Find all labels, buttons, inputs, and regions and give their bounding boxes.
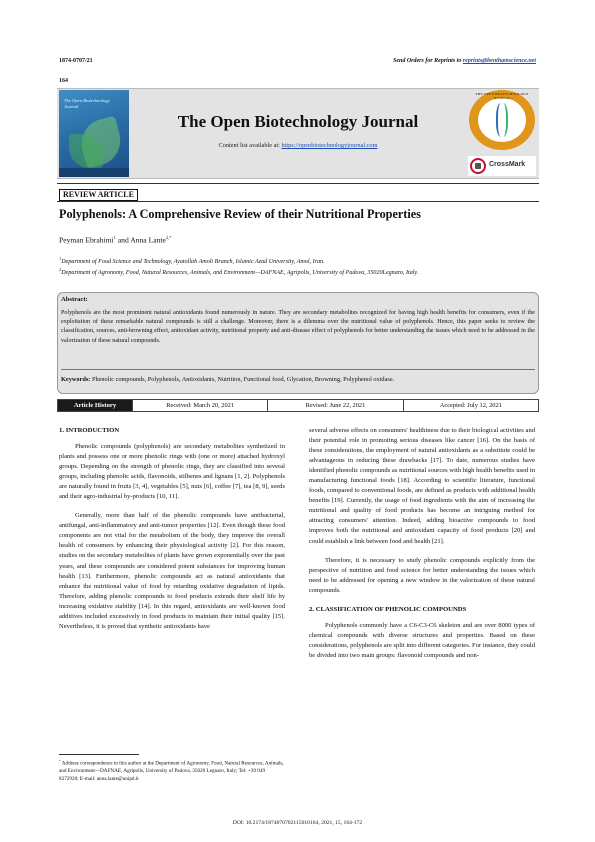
footnote-text: Address correspondence to this author at the Department of Agronomy, Food, Natural Resources, Animals, and Environment—DAFNAE, Agripolis, University of Padova, 35020 Legnaro, Italy; Tel: +39 049 8272920; E-mail: anna.lante@unipd.it [59,760,284,782]
issn: 1874-0707/21 [59,58,93,64]
contents-prefix: Content list available at: [218,142,282,149]
paragraph: several adverse effects on consumers' healthiness due to their biological activities and their potential role in promoting serious diseases like cancer [16]. On the basis of these considerations, the employment of natural antioxidants as a substitute could be advantageous in reducing these drawbacks [17]. To date, numerous studies have identified phenolic compounds as nutritional sources with high health benefits used in manufacturing functional foods [18]. According to scientific literature, functional foods, compared to conventional foods, are defined as products with additional health benefits [19]. Currently, the usage of food ingredients with the aim of increasing the nutritional and quality of food products has become an intriguing method for attracting consumers' attention. Indeed, adding bioactive compounds to food improves both the nutritional and antioxidant capacity of food products [20] and could establish a link between food and health [21]. [309,427,535,545]
author-separator: and [115,235,131,245]
cover-band [59,168,129,177]
affiliation [59,267,539,276]
keywords-list: Phenolic compounds, Polyphenols, Antioxidants, Nutrition, Functional food, Glycation, Browning, Polyphenol oxidase. [90,376,395,383]
correspondence-footnote [59,758,285,784]
revised-date: Revised: June 22, 2021 [267,400,402,411]
crossmark-badge[interactable] [468,156,536,176]
body-column-left [59,426,285,641]
body-column-right [309,426,535,670]
abstract-divider [61,369,535,370]
cover-title: The Open Biotechnology Journal [64,98,110,109]
paragraph: Polyphenols commonly have a C6-C3-C6 skeleton and are over 8000 types of chemical compounds with diverse structures and properties. Based on these considerations, polyphenols are split into different categories. For instance, they could be divided into two main groups: flavonoid compounds and non- [309,621,535,659]
paragraph: Phenolic compounds (polyphenols) are secondary metabolites synthetized in plants and possess one or more phenolic rings with (one or more) attached hydroxyl groups. Depending on the strength of phenolic rings, they are classified into several groups, including phenolic acids, flavonoids, stilbenes and lignans [1, 2]. Polyphenols are naturally found in fruits [3, 4], vegetables [5], nuts [6], coffee [7], tea [8, 9], seeds and their agro-industrial by-products [10, 11]. [59,443,285,501]
crossmark-icon [470,158,486,174]
reprints-email-link[interactable]: reprints@benthamscience.net [462,58,536,64]
page-number: 164 [59,78,68,84]
received-date: Received: March 20, 2021 [132,400,267,411]
affiliation-marker: 2 [59,267,62,272]
author-affiliation-marker: 1 [113,235,116,240]
article-type-label: REVIEW ARTICLE [59,189,138,201]
journal-cover-image [59,90,129,177]
author-affiliation-marker: 2,* [165,235,172,240]
article-history [57,399,539,412]
contents-line [140,142,456,149]
paragraph: Therefore, it is necessary to study phenolic compounds explicitly from the perspective of nutrition and food science for better understanding the issues which need to be addressed for opening a new window in the valorization of these natural compounds. [309,556,535,594]
article-title: Polyphenols: A Comprehensive Review of their Nutritional Properties [59,207,421,221]
journal-website-link[interactable]: https://openbiotechnologyjournal.com [281,142,378,149]
crossmark-label: CrossMark [489,161,526,168]
footnote-marker: * [59,759,61,763]
affiliation [59,256,539,265]
journal-logo [469,90,535,150]
author-name: Peyman Ebrahimi [59,235,114,245]
affiliation-text: Department of Food Science and Technology, Ayatollah Amoli Branch, Islamic Azad University, Amol, Iran. [61,259,325,266]
doi-line: DOI: 10.2174/1874070702115010164, 2021, 15, 164-172 [232,820,363,826]
section-heading: 1. INTRODUCTION [59,427,120,434]
author-name: Anna Lante [130,235,166,245]
author-list [59,235,171,245]
reprints-notice [393,58,536,64]
journal-banner [57,88,539,179]
logo-text: THE OPEN BIOTECHNOLOGY JOURNAL [475,92,529,100]
keywords-label: Keywords: [61,376,91,383]
journal-title: The Open Biotechnology Journal [177,112,419,131]
accepted-date: Accepted: July 12, 2021 [403,400,538,411]
abstract-text: Polyphenols are the most prominent natural antioxidants found numerously in nature. They are secondary metabolites recognized for having high health benefits for consumers, even if the exploitation of these remarkable natural compounds is still a challenge. Moreover, there is a dilemma over the nutritional value of polyphenols. Hence, this paper seeks to review the classification, sources, anti-browning effect, antioxidant activity, nutritional property and anti-disease effect of polyphenols for better understanding the issues which need to be addressed in the valorization of these natural compounds. [61,310,535,344]
keywords [61,376,535,383]
title-divider [57,201,539,202]
paragraph: Generally, more than half of the phenolic compounds have antibacterial, antifungal, anti-inflammatory and anti-tumor properties [12]. Even though these food components are not vital for the metabolism of the body, they improve the overall health of consumers by enhancing their physiological activity [2]. For this reason, studies on the secondary metabolites of plants have grown exponentially over the past years, and these compounds are considered potent substances for improving human health [13]. Furthermore, phenolic compounds act as natural antioxidants that enhance the nutritional value of food by retarding oxidative degradation of lipids. Therefore, adding phenolic compounds to food products extends their shelf life by increasing oxidative stability [14]. In this regard, antioxidants are well-known food additives included excessively in food products to maintain their initial quality [15]. Nevertheless, it is proved that synthetic antioxidants have [59,512,285,630]
footnote-divider [59,754,139,755]
abstract-heading: Abstract: [61,296,88,303]
section-heading: 2. CLASSIFICATION OF PHENOLIC COMPOUNDS [309,605,467,613]
dna-helix-icon [496,103,508,137]
header-divider [57,183,539,184]
affiliation-text: Department of Agronomy, Food, Natural Resources, Animals, and Environment—DAFNAE, Agripolis, University of Padova, 35020Legnaro, Italy. [61,270,419,277]
affiliation-marker: 1 [59,256,62,261]
reprints-prefix: Send Orders for Reprints to [392,58,463,64]
history-label: Article History [58,400,132,411]
